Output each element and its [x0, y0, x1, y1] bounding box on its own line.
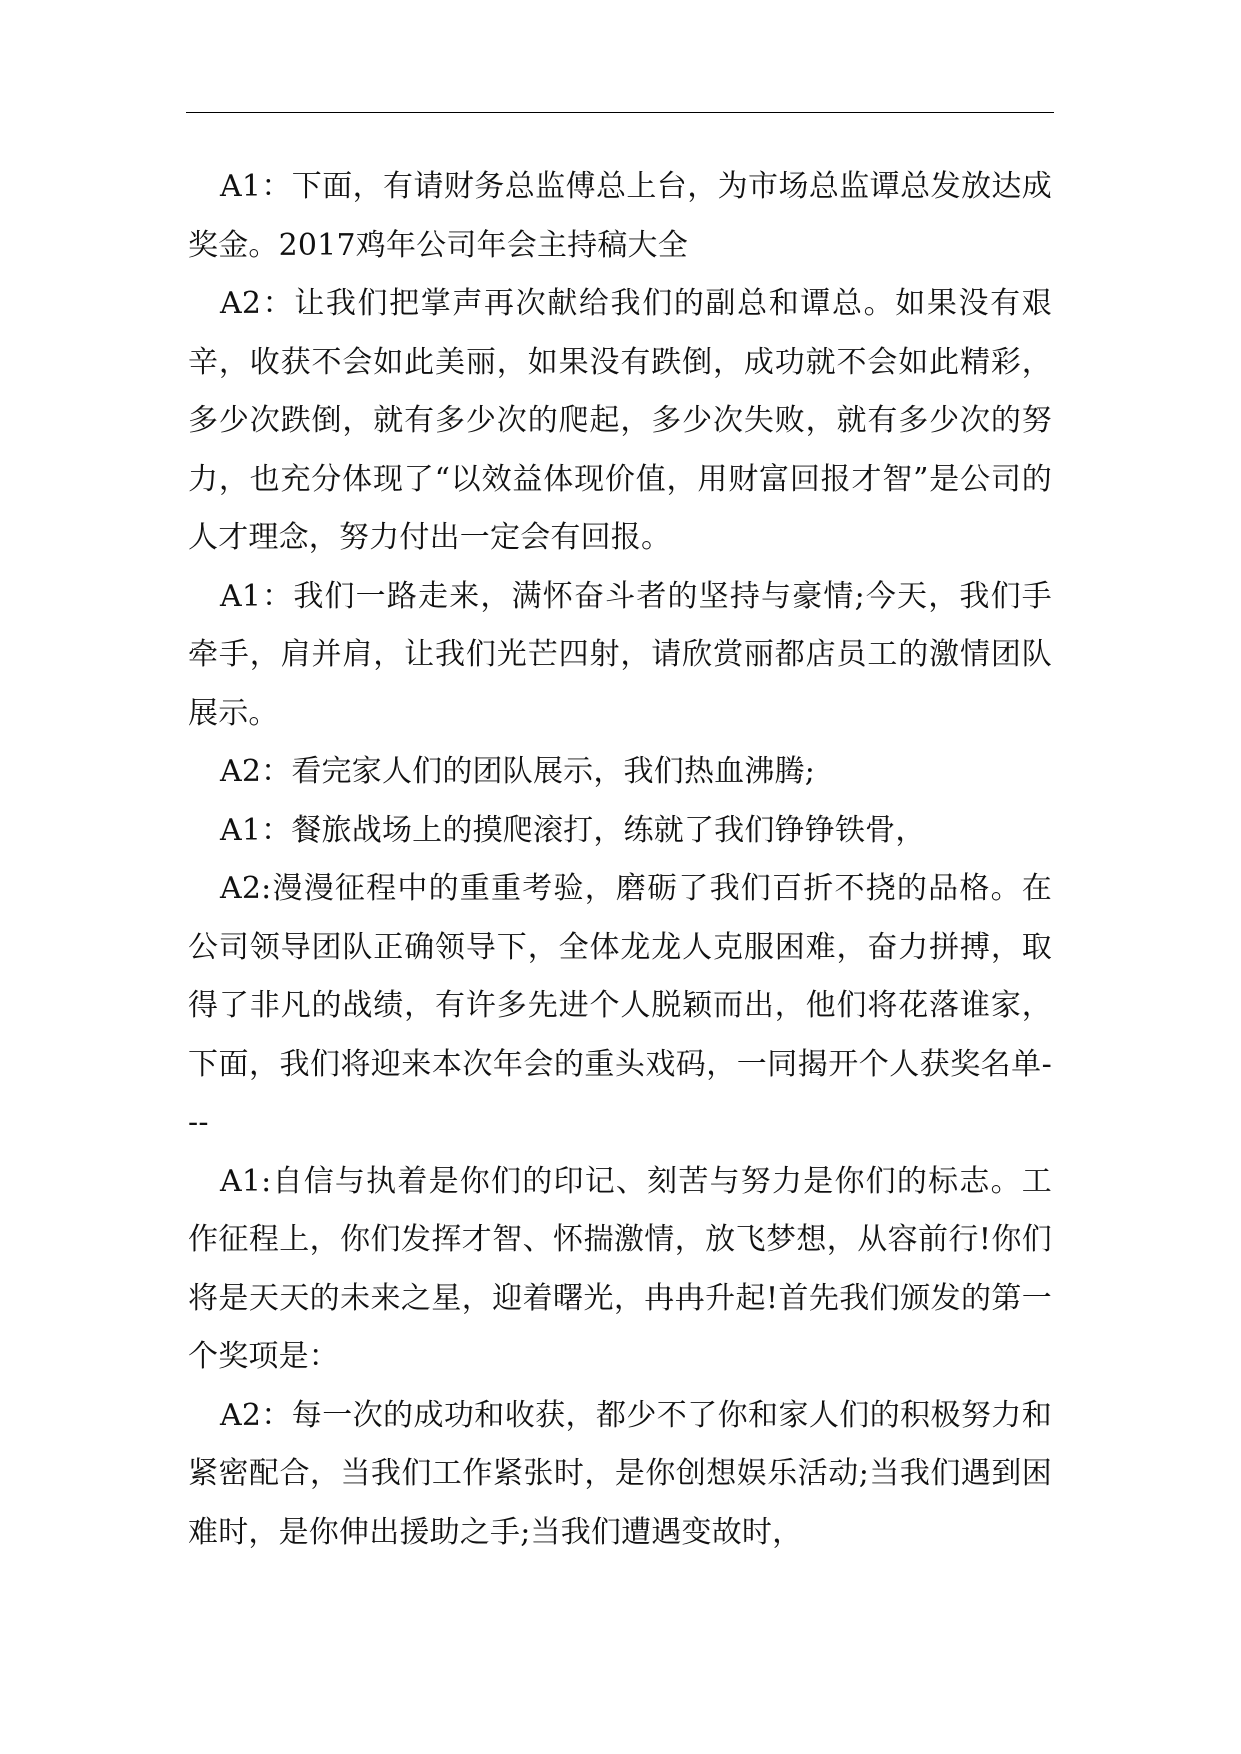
paragraph: A1：下面，有请财务总监傅总上台，为市场总监谭总发放达成奖金。2017鸡年公司年会主持稿大全	[188, 169, 1052, 263]
paragraph: A1：餐旅战场上的摸爬滚打，练就了我们铮铮铁骨，	[220, 812, 926, 848]
paragraph: A1:自信与执着是你们的印记、刻苦与努力是你们的标志。工作征程上，你们发挥才智、怀揣激情，放飞梦想，从容前行!你们将是天天的未来之星，迎着曙光，冉冉升起!首先我们颁发的第一个奖项是：	[188, 1163, 1052, 1374]
paragraph: A2：每一次的成功和收获，都少不了你和家人们的积极努力和紧密配合，当我们工作紧张时，是你创想娱乐活动;当我们遇到困难时，是你伸出援助之手;当我们遭遇变故时，	[188, 1397, 1052, 1550]
paragraph: A1：我们一路走来，满怀奋斗者的坚持与豪情;今天，我们手牵手，肩并肩，让我们光芒四射，请欣赏丽都店员工的激情团队展示。	[188, 578, 1052, 731]
document-body	[188, 158, 1052, 1562]
paragraph: A2：让我们把掌声再次献给我们的副总和谭总。如果没有艰辛，收获不会如此美丽，如果没有跌倒，成功就不会如此精彩，多少次跌倒，就有多少次的爬起，多少次失败，就有多少次的努力，也充分体现了“以效益体现价值，用财富回报才智”是公司的人才理念，努力付出一定会有回报。	[188, 286, 1052, 555]
paragraph: A2：看完家人们的团队展示，我们热血沸腾;	[220, 754, 816, 789]
paragraph: A2:漫漫征程中的重重考验，磨砺了我们百折不挠的品格。在公司领导团队正确领导下，全体龙龙人克服困难，奋力拼搏，取得了非凡的战绩，有许多先进个人脱颖而出，他们将花落谁家，下面，我们将迎来本次年会的重头戏码，一同揭开个人获奖名单---	[188, 871, 1052, 1140]
header-rule	[186, 112, 1054, 113]
